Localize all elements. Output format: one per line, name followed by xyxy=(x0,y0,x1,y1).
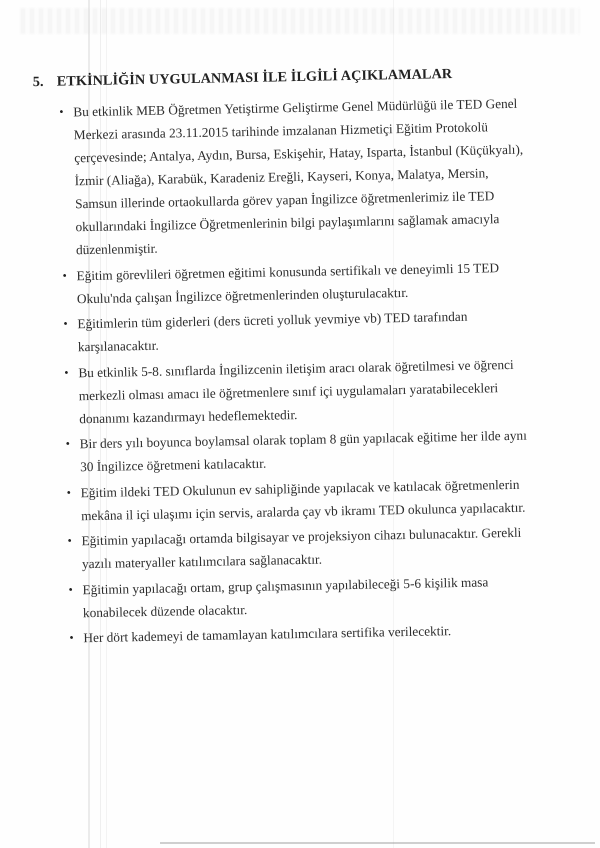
list-item-text: Eğitimin yapılacağı ortamda bilgisayar ve projeksiyon cihazı bulunacaktır. Gerekli yazılı materyaller katılımcılara sağlanacaktır. xyxy=(81,524,522,572)
list-item xyxy=(62,255,533,310)
list-item xyxy=(64,352,535,430)
list-item xyxy=(63,304,534,359)
list-item-text: Eğitimin yapılacağı ortam, grup çalışmasının yapılabileceği 5-6 kişilik masa konabilecek düzende olacaktır. xyxy=(82,573,489,620)
bullet-icon: • xyxy=(59,104,64,119)
bleed-through-text xyxy=(20,8,580,34)
page-bottom-edge xyxy=(160,842,595,844)
section-number: 5. xyxy=(32,73,44,91)
section-heading xyxy=(33,66,453,91)
bullet-icon: • xyxy=(67,533,72,548)
bullet-icon: • xyxy=(69,630,74,645)
bullet-icon: • xyxy=(64,364,69,380)
list-item xyxy=(68,569,539,624)
list-item xyxy=(66,424,537,479)
section-title: ETKİNLİĞİN UYGULANMASI İLE İLGİLİ AÇIKLAMALAR xyxy=(56,66,453,90)
list-item-text: Bu etkinlik 5-8. sınıflarda İngilizcenin iletişim aracı olarak öğretilmesi ve öğrenci merkezli olması amacı ile öğretmenlere sınıf içi uygulamaları yaratabilecekleri donanımı kazandırmayı hedeflemektedir. xyxy=(78,356,514,426)
list-item-text: Eğitim görevlileri öğretmen eğitimi konusunda sertifikalı ve deneyimli 15 TED Okulu'nda çalışan İngilizce öğretmenlerinden oluşturulacaktır. xyxy=(76,259,500,306)
list-item xyxy=(67,520,538,575)
list-item-text: Bir ders yılı boyunca boylamsal olarak toplam 8 gün yapılacak eğitime her ilde aynı 30 İngilizce öğretmeni katılacaktır. xyxy=(79,427,527,475)
bullet-icon: • xyxy=(62,267,67,283)
bullet-icon: • xyxy=(63,316,68,331)
list-item-text: Eğitimlerin tüm giderleri (ders ücreti yolluk yevmiye vb) TED tarafından karşılanacaktır. xyxy=(77,308,468,355)
bullet-icon: • xyxy=(65,436,71,451)
list-item xyxy=(59,92,532,262)
bullet-icon: • xyxy=(68,581,73,596)
list-item-text: Her dört kademeyi de tamamlayan katılımcılara sertifika verilecektir. xyxy=(83,623,452,646)
bullet-icon: • xyxy=(66,484,71,500)
list-item-text: Eğitim ildeki TED Okulunun ev sahipliğinde yapılacak ve katılacak öğretmenlerin mekâna il içi ulaşımı için servis, aralarda çay vb ikramı TED okulunca yapılacaktır. xyxy=(80,476,526,523)
list-item-text: Bu etkinlik MEB Öğretmen Yetiştirme Geliştirme Genel Müdürlüğü ile TED Genel Merkezi arasında 23.11.2015 tarihinde imzalanan Hizmetiçi Eğitim Protokolü çerçevesinde; Antalya, Aydın, Bursa, Eskişehir, Hatay, Isparta, İstanbul (Küçükyalı), İzmir (Aliağa), Karabük, Karadeniz Ereğli, Kayseri, Konya, Malatya, Mersin, Samsun illerinde ortaokullarda görev yapan İngilizce öğretmenlerimiz ile TED okullarındaki İngilizce Öğretmenlerinin bilgi paylaşımlarını sağlamak amacıyla düzenlenmiştir. xyxy=(73,95,524,258)
list-item xyxy=(66,472,537,527)
bullet-list xyxy=(59,92,540,652)
